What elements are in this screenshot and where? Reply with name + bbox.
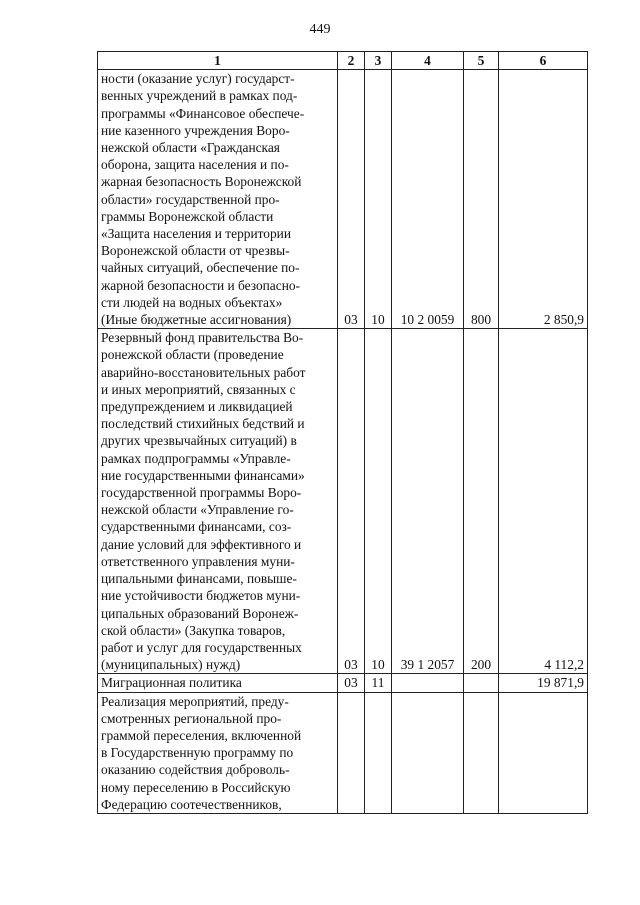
row-description: Миграционная политика (98, 674, 338, 692)
row-target-code (392, 692, 464, 813)
column-header-2: 2 (338, 52, 365, 70)
row-expense-type (464, 674, 499, 692)
table-row (98, 674, 588, 692)
row-subsection: 10 (365, 70, 392, 329)
row-section: 03 (338, 70, 365, 329)
row-description: Реализация мероприятий, преду- смотренных региональной про- граммой переселения, включенной в Государственную программу по оказанию содействия доброволь- ному переселению в Российскую Федерацию соотечественников, (98, 692, 338, 813)
column-header-4: 4 (392, 52, 464, 70)
row-section: 03 (338, 674, 365, 692)
table-row (98, 692, 588, 813)
row-target-code: 39 1 2057 (392, 329, 464, 674)
row-amount (499, 692, 588, 813)
table-header-row (98, 52, 588, 70)
budget-table (97, 51, 588, 814)
row-amount: 19 871,9 (499, 674, 588, 692)
column-header-6: 6 (499, 52, 588, 70)
table-row (98, 70, 588, 329)
row-description: Резервный фонд правительства Во- ронежской области (проведение аварийно-восстановительных работ и иных мероприятий, связанных с предупреждением и ликвидацией последствий стихийных бедствий и других чрезвычайных ситуаций) в рамках подпрограммы «Управле- ние государственными финансами» государственной программы Воро- нежской области «Управление го- сударственными финансами, соз- дание условий для эффективного и ответственного управления муни- ципальными финансами, повыше- ние устойчивости бюджетов муни- ципальных образований Воронеж- ской области» (Закупка товаров, работ и услуг для государственных (муниципальных) нужд) (98, 329, 338, 674)
column-header-1: 1 (98, 52, 338, 70)
row-expense-type: 200 (464, 329, 499, 674)
row-expense-type (464, 692, 499, 813)
row-target-code (392, 674, 464, 692)
page-number: 449 (309, 22, 331, 37)
row-subsection: 11 (365, 674, 392, 692)
column-header-3: 3 (365, 52, 392, 70)
row-description: ности (оказание услуг) государст- венных учреждений в рамках под- программы «Финансовое обеспече- ние казенного учреждения Воро- нежской области «Гражданская оборона, защита населения и по- жарная безопасность Воронежской области» государственной про- граммы Воронежской области «Защита населения и территории Воронежской области от чрезвы- чайных ситуаций, обеспечение по- жарной безопасности и безопасно- сти людей на водных объектах» (Иные бюджетные ассигнования) (98, 70, 338, 329)
row-expense-type: 800 (464, 70, 499, 329)
row-subsection (365, 692, 392, 813)
row-amount: 4 112,2 (499, 329, 588, 674)
row-section: 03 (338, 329, 365, 674)
column-header-5: 5 (464, 52, 499, 70)
row-target-code: 10 2 0059 (392, 70, 464, 329)
row-section (338, 692, 365, 813)
row-amount: 2 850,9 (499, 70, 588, 329)
row-subsection: 10 (365, 329, 392, 674)
table-row (98, 329, 588, 674)
